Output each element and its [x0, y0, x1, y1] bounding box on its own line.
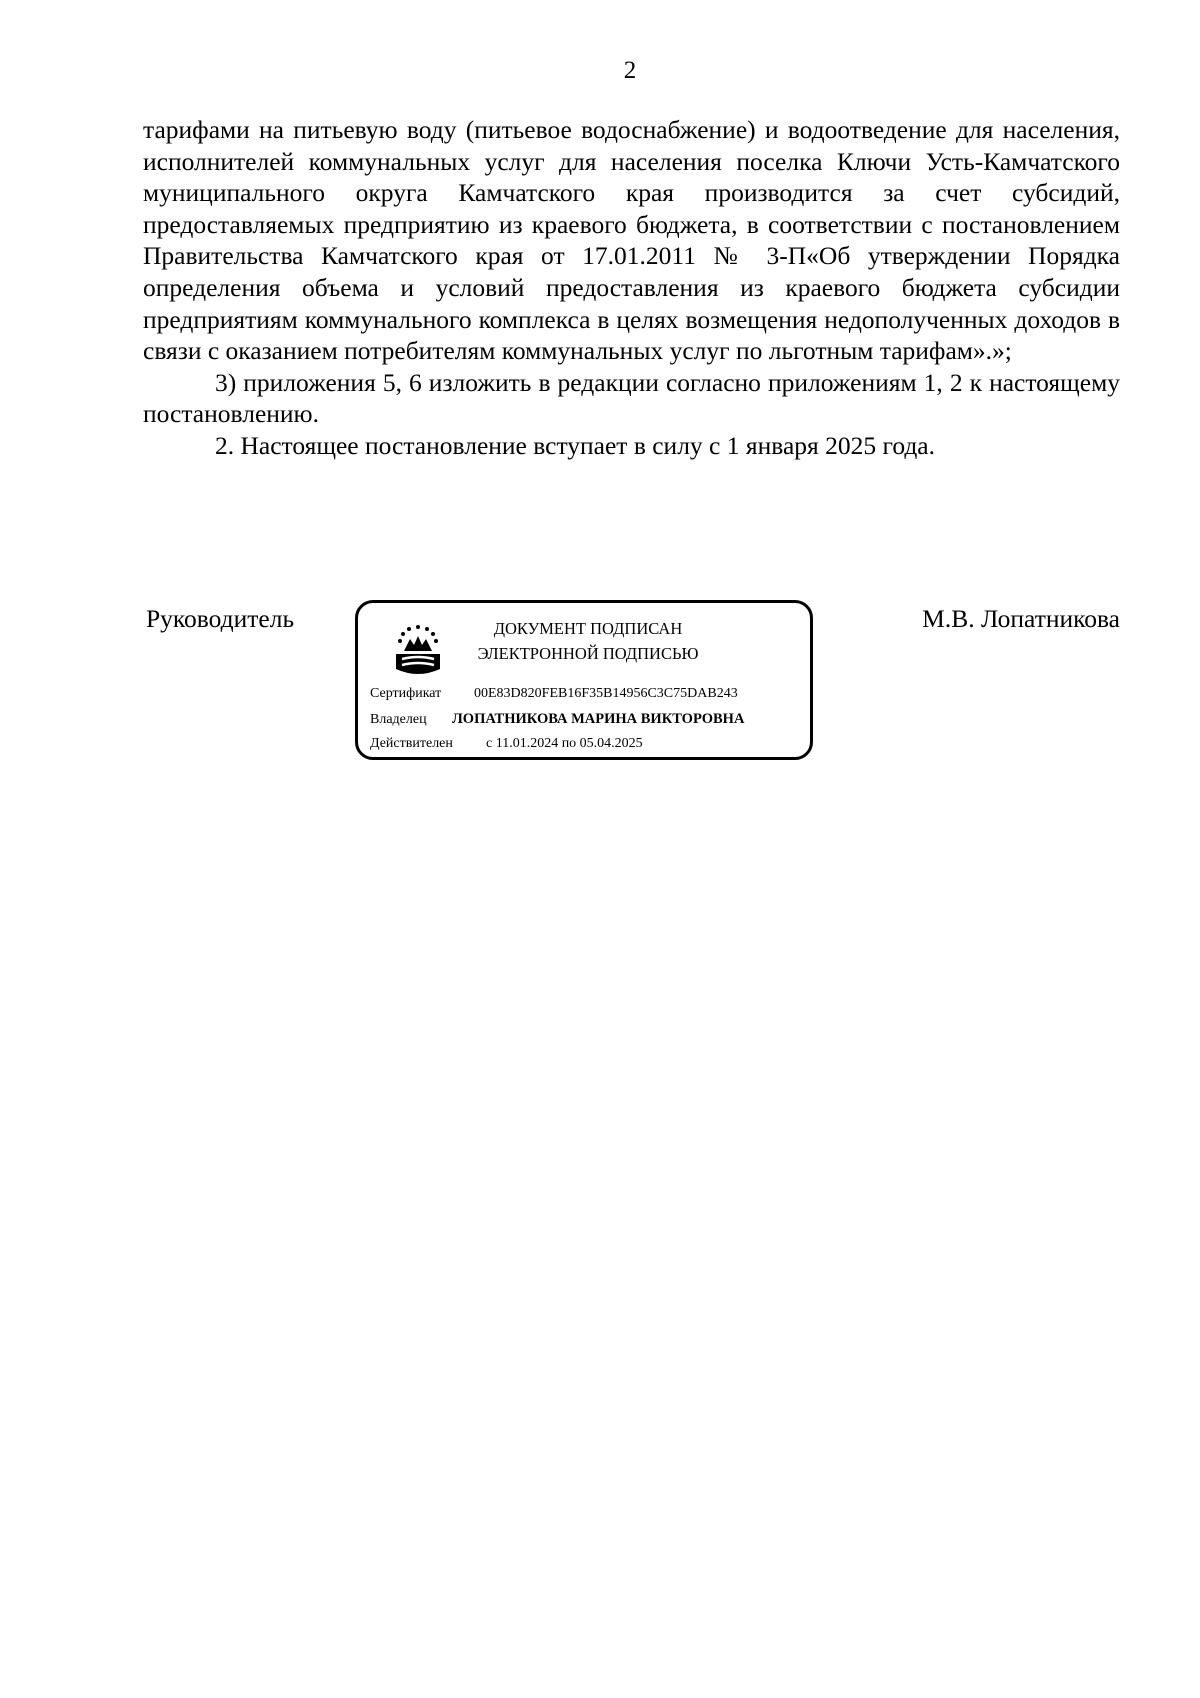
owner-value: ЛОПАТНИКОВА МАРИНА ВИКТОРОВНА: [452, 711, 745, 727]
stamp-header: [458, 616, 718, 666]
paragraph-continuation: тарифами на питьевую воду (питьевое водоснабжение) и водоотведение для населения, исполнителей коммунальных услуг для населения поселка Ключи Усть-Камчатского муниципального округа Камчатского края производится за счет субсидий, предоставляемых предприятию из краевого бюджета, в соответствии с постановлением Правительства Камчатского края от 17.01.2011 № 3-П«Об утверждении Порядка определения объема и условий предоставления из краевого бюджета субсидии предприятиям коммунального комплекса в целях возмещения недополученных доходов в связи с оказанием потребителям коммунальных услуг по льготным тарифам».»;: [143, 115, 1120, 366]
stamp-header-line-1: ДОКУМЕНТ ПОДПИСАН: [493, 619, 683, 638]
document-body: [143, 114, 1120, 462]
stamp-certificate-row: [370, 685, 738, 703]
stamp-validity-row: [370, 735, 643, 753]
paragraph-item-3: 3) приложения 5, 6 изложить в редакции согласно приложениям 1, 2 к настоящему постановлению.: [143, 367, 1120, 429]
owner-label: Владелец: [370, 712, 427, 727]
page-number: 2: [623, 57, 637, 84]
stamp-header-line-2: ЭЛЕКТРОННОЙ ПОДПИСЬЮ: [477, 644, 699, 663]
signer-title: Руководитель: [146, 604, 295, 633]
stamp-owner-row: [370, 710, 744, 729]
validity-value: с 11.01.2024 по 05.04.2025: [486, 736, 643, 751]
paragraph-effective-date: 2. Настоящее постановление вступает в силу с 1 января 2025 года.: [215, 430, 936, 460]
certificate-label: Сертификат: [370, 686, 442, 701]
coat-of-arms-icon: [392, 621, 444, 679]
validity-label: Действителен: [370, 736, 453, 751]
electronic-signature-stamp: [355, 600, 813, 760]
certificate-value: 00E83D820FEB16F35B14956C3C75DAB243: [474, 686, 738, 701]
signer-name: М.В. Лопатникова: [922, 604, 1120, 633]
